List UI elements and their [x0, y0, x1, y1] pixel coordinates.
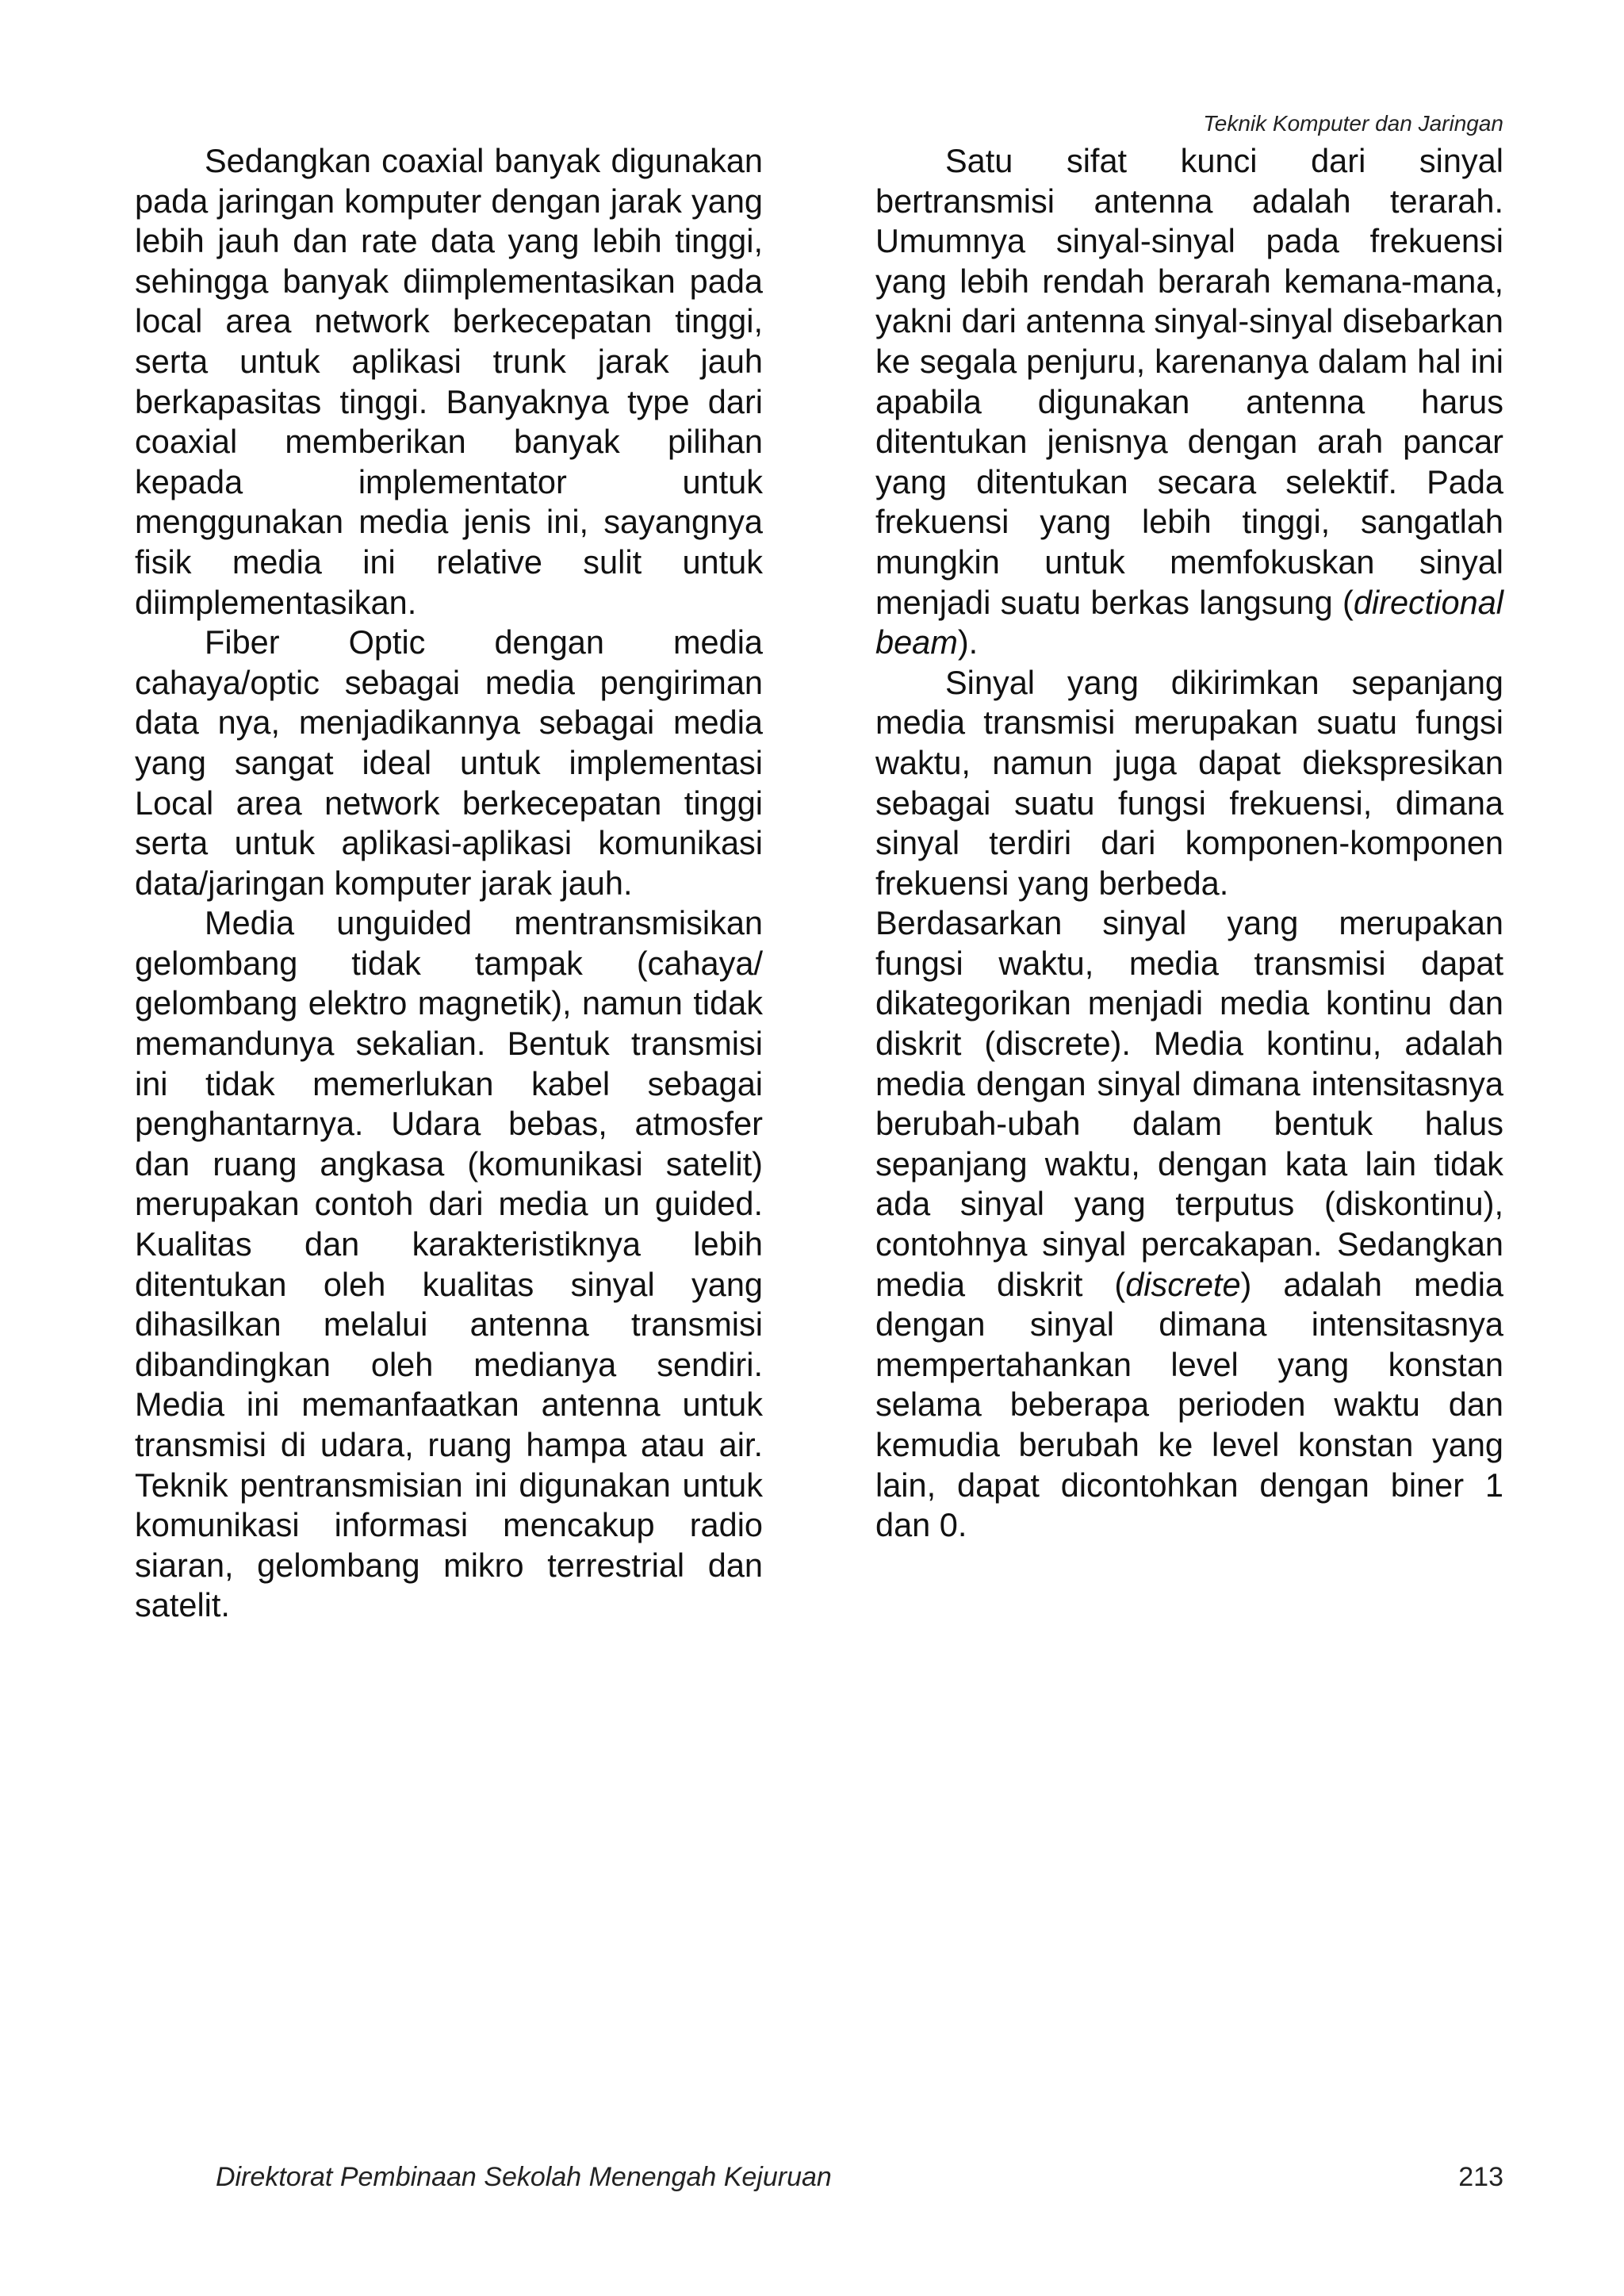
footer-publisher: Direktorat Pembinaan Sekolah Menengah Kejuruan — [216, 2162, 832, 2192]
paragraph-text-end: ). — [957, 623, 979, 661]
paragraph-continuous-discrete — [875, 903, 1503, 1546]
paragraph-text: Satu sifat kunci dari sinyal bertransmisi antenna adalah terarah. Umumnya sinyal-sinyal pada frekuensi yang lebih rendah berarah kemana-mana, yakni dari antenna sinyal-sinyal disebarkan ke segala penjuru, karenanya dalam hal ini apabila digunakan antenna harus ditentukan jenisnya dengan arah pancar yang ditentukan secara selektif. Pada frekuensi yang lebih tinggi, sangatlah mungkin untuk memfokuskan sinyal menjadi suatu berkas langsung ( — [875, 142, 1503, 621]
paragraph-media-unguided: Media unguided mentransmisikan gelombang tidak tampak (cahaya/ gelombang elektro magnetik), namun tidak memandunya sekalian. Bentuk transmisi ini tidak memerlukan kabel sebagai penghantarnya. Udara bebas, atmosfer dan ruang angkasa (komunikasi satelit) merupakan contoh dari media un guided. Kualitas dan karakteristiknya lebih ditentukan oleh kualitas sinyal yang dihasilkan melalui antenna transmisi dibandingkan oleh medianya sendiri. Media ini memanfaatkan antenna untuk transmisi di udara, ruang hampa atau air. Teknik pentransmisian ini digunakan untuk komunikasi informasi mencakup radio siaran, gelombang mikro terrestrial dan satelit. — [135, 904, 763, 1624]
running-header: Teknik Komputer dan Jaringan — [1203, 111, 1503, 136]
page-number: 213 — [1458, 2162, 1503, 2192]
paragraph-text: Berdasarkan sinyal yang merupakan fungsi waktu, media transmisi dapat dikategorikan menjadi media kontinu dan diskrit (discrete). Media kontinu, adalah media dengan sinyal dimana intensitasnya berubah-ubah dalam bentuk halus sepanjang waktu, dengan kata lain tidak ada sinyal yang terputus (diskontinu), contohnya sinyal percakapan. Sedangkan media diskrit ( — [875, 904, 1503, 1303]
paragraph-coaxial: Sedangkan coaxial banyak digunakan pada jaringan komputer dengan jarak yang lebih jauh dan rate data yang lebih tinggi, sehingga banyak diimplementasikan pada local area network berkecepatan tinggi, serta untuk aplikasi trunk jarak jauh berkapasitas tinggi. Banyaknya type dari coaxial memberikan banyak pilihan kepada implementator untuk menggunakan media jenis ini, sayangnya fisik media ini relative sulit untuk diimplementasikan. — [135, 142, 763, 621]
paragraph-text-end: ) adalah media dengan sinyal dimana intensitasnya mempertahankan level yang konstan selama beberapa perioden waktu dan kemudia berubah ke level konstan yang lain, dapat dicontohkan dengan biner 1 dan 0. — [875, 1265, 1503, 1544]
paragraph-antenna-directional — [875, 141, 1503, 663]
italic-term-discrete: discrete — [1125, 1265, 1241, 1303]
left-column — [135, 141, 763, 1626]
paragraph-signal-time-function: Sinyal yang dikirimkan sepanjang media transmisi merupakan suatu fungsi waktu, namun juga dapat diekspresikan sebagai suatu fungsi frekuensi, dimana sinyal terdiri dari komponen-komponen frekuensi yang berbeda. — [875, 663, 1503, 902]
italic-term-directional-beam: directional beam — [875, 583, 1503, 661]
paragraph-fiber-optic: Fiber Optic dengan media cahaya/optic sebagai media pengiriman data nya, menjadikannya sebagai media yang sangat ideal untuk implementasi Local area network berkecepatan tinggi serta untuk aplikasi-aplikasi komunikasi data/jaringan komputer jarak jauh. — [135, 623, 763, 902]
right-column — [875, 141, 1503, 1546]
